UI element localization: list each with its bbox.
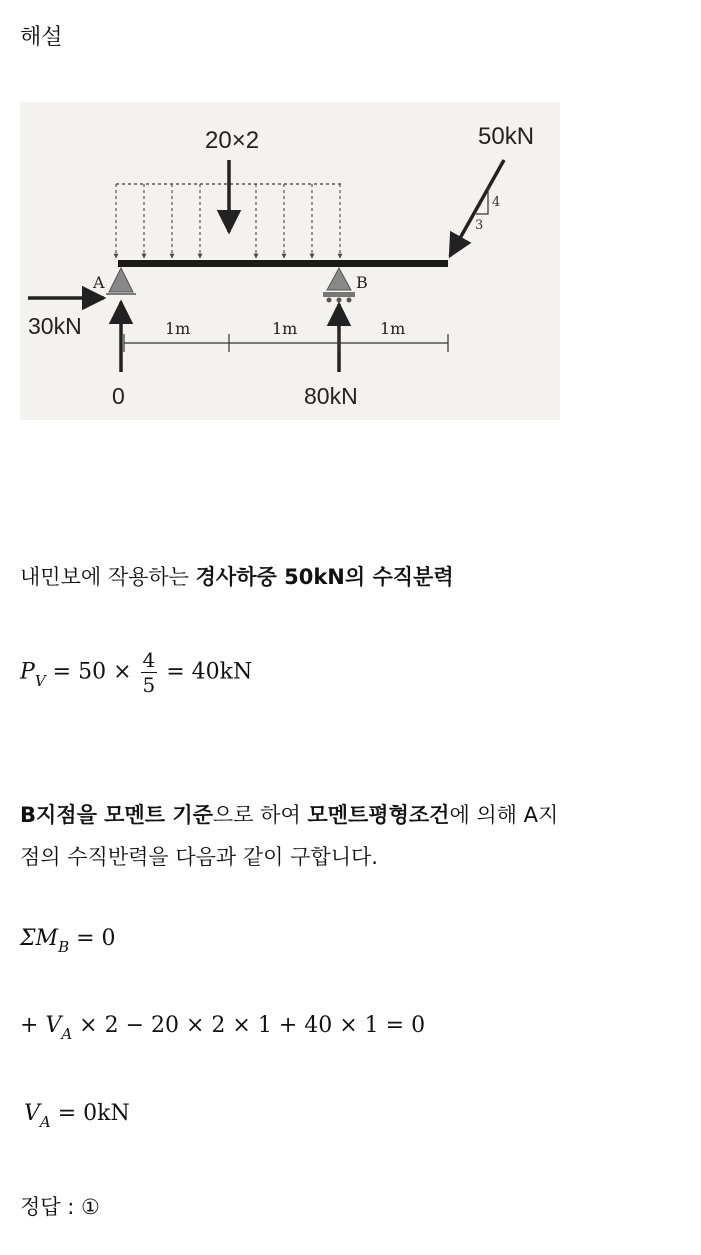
span-1-label: 1m — [165, 319, 191, 338]
support-b — [323, 268, 355, 303]
inclined-load-label: 50kN — [478, 123, 535, 150]
equation-va-result: $V_A = 0kN$ — [24, 1101, 130, 1131]
reaction-a-label: 0 — [112, 383, 125, 409]
paragraph-vertical-component: 내민보에 작용하는 경사하중 50kN의 수직분력 — [20, 565, 454, 589]
equation-sum-moment: $\Sigma M_B = 0$ — [20, 926, 116, 956]
paragraph-moment-equilibrium: B지점을 모멘트 기준으로 하여 모멘트평형조건에 의해 A지 점의 수직반력을 다음과 같이 구합니다. — [20, 803, 559, 869]
fraction: $\frac{4}{5}$ — [142, 648, 156, 697]
slope-vertical-label: 4 — [492, 195, 501, 210]
slope-horizontal-label: 3 — [475, 218, 484, 233]
solution-heading: 해설 — [20, 25, 63, 50]
support-a — [106, 268, 136, 294]
span-2-label: 1m — [272, 319, 298, 338]
span-3-label: 1m — [380, 319, 406, 338]
support-b-label: B — [356, 273, 368, 292]
equation-pv: $P_V = 50$ × $\frac{4}{5}$ = 40kN — [20, 648, 253, 697]
horizontal-reaction-label: 30kN — [28, 313, 82, 339]
uniform-load-label: 20×2 — [205, 127, 260, 154]
beam — [118, 260, 448, 267]
answer-text: 정답 : ① — [20, 1195, 100, 1219]
equation-moment-expansion: + $V_A \times 2 - 20 \times 2 \times 1 + 40 \times 1 = 0$ — [20, 1013, 426, 1043]
beam-diagram — [20, 102, 560, 420]
reaction-b-label: 80kN — [304, 383, 358, 409]
support-a-label: A — [93, 273, 105, 292]
